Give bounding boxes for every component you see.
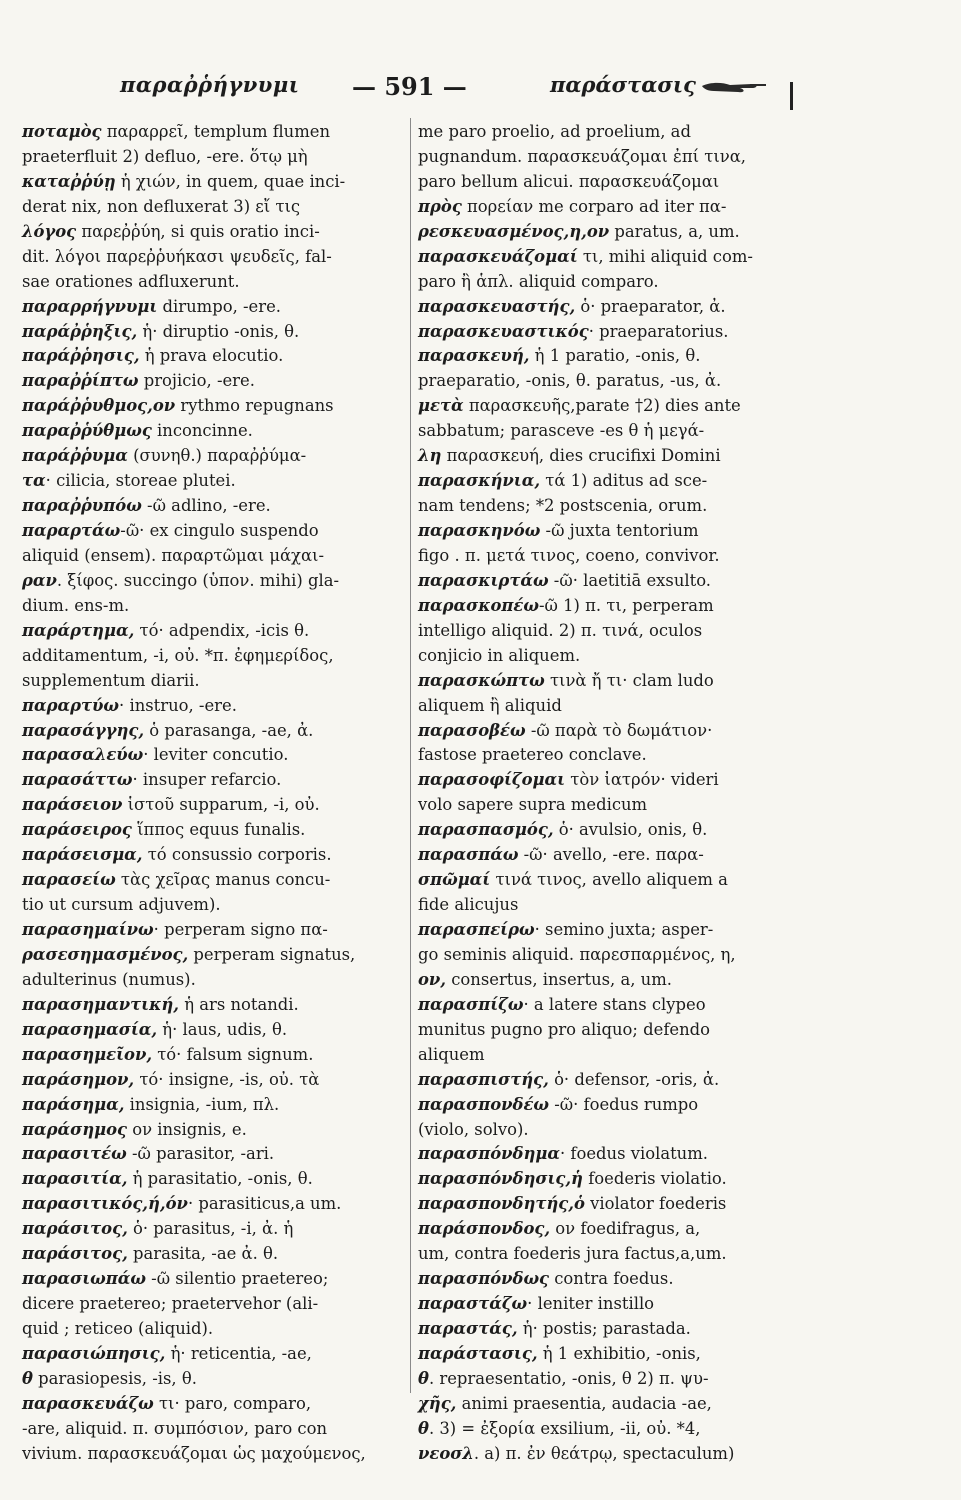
dictionary-line: παραστάς, ἡ· postis; parastada. bbox=[418, 1319, 691, 1338]
dictionary-line: παρασιωπάω -ῶ silentio praetereo; bbox=[22, 1269, 329, 1289]
dictionary-line: νεοσλ. a) π. ἐν θεάτρῳ, spectaculum) bbox=[418, 1443, 735, 1463]
dictionary-line: ραν. ξίφος. succingo (ὑπον. mihi) gla- bbox=[22, 570, 340, 590]
dictionary-line: aliquid (ensem). παραρτῶμαι μάχαι- bbox=[22, 545, 325, 565]
dictionary-line: παρασκώπτω τινὰ ἤ τι· clam ludo bbox=[418, 670, 714, 690]
column-divider bbox=[410, 118, 411, 1393]
dictionary-line: παραρτάω-ῶ· ex cingulo suspendo bbox=[22, 521, 319, 540]
dictionary-line: παρασκευή, ἡ 1 paratio, -onis, θ. bbox=[418, 346, 701, 366]
dictionary-line: θ. 3) = ἐξορία exsilium, -ii, οὐ. *4, bbox=[418, 1418, 701, 1438]
dictionary-line: θ parasiopesis, -is, θ. bbox=[22, 1368, 197, 1388]
dictionary-line: παρασπονδέω -ῶ· foedus rumpo bbox=[418, 1094, 699, 1114]
dictionary-line: παρασπόνδως contra foedus. bbox=[418, 1269, 674, 1289]
dictionary-line: praeterfluit 2) defluo, -ere. ὅτῳ μὴ bbox=[22, 146, 308, 166]
dictionary-line: παρασκοπέω-ῶ 1) π. τι, perperam bbox=[418, 595, 714, 615]
dictionary-line: munitus pugno pro aliquo; defendo bbox=[418, 1019, 711, 1039]
dictionary-line: παρασπόνδησις,ἡ foederis violatio. bbox=[418, 1169, 727, 1189]
dictionary-line: παράσειρος ἵππος equus funalis. bbox=[22, 820, 306, 840]
dictionary-line: παρασκήνια, τά 1) aditus ad sce- bbox=[418, 471, 708, 491]
dictionary-line: παράσιτος, ὁ· parasitus, -i, ἀ. ἡ bbox=[22, 1219, 294, 1239]
dictionary-line: (violo, solvo). bbox=[418, 1119, 529, 1139]
dictionary-line: λη παρασκευή, dies crucifixi Domini bbox=[418, 446, 721, 466]
dictionary-line: καταῤῥύῃ ἡ χιών, in quem, quae inci- bbox=[22, 171, 346, 191]
dictionary-line: θ. repraesentatio, -onis, θ 2) π. ψυ- bbox=[418, 1368, 709, 1388]
running-headword-left: παραῤῥήγνυμι bbox=[120, 72, 300, 97]
dictionary-line: sae orationes adfluxerunt. bbox=[22, 271, 240, 291]
dictionary-line: dit. λόγοι παρεῤῥυήκασι ψευδεῖς, fal- bbox=[22, 246, 332, 266]
dictionary-line: παρασπασμός, ὁ· avulsio, onis, θ. bbox=[418, 820, 708, 840]
dictionary-line: sabbatum; parasceve -es θ ἡ μεγά- bbox=[418, 421, 705, 441]
page-header bbox=[0, 72, 961, 112]
dictionary-line: fastose praetereo conclave. bbox=[418, 745, 647, 765]
dictionary-line: derat nix, non defluxerat 3) εἴ τις bbox=[22, 196, 301, 216]
dictionary-line: παρασιτέω -ῶ parasitor, -ari. bbox=[22, 1144, 275, 1164]
dictionary-line: me paro proelio, ad proelium, ad bbox=[418, 122, 691, 141]
dictionary-line: ρεσκευασμένος,η,ον paratus, a, um. bbox=[418, 221, 740, 241]
dictionary-line: go seminis aliquid. παρεσπαρμένος, η, bbox=[418, 944, 736, 964]
dictionary-line: παράῤῥυμα (συνηθ.) παραῤῥύμα- bbox=[22, 446, 307, 466]
dictionary-line: παράστασις, ἡ 1 exhibitio, -onis, bbox=[418, 1343, 701, 1363]
dictionary-line: παρασπίζω· a latere stans clypeo bbox=[418, 994, 706, 1014]
dictionary-line: παραῤῥίπτω projicio, -ere. bbox=[22, 371, 255, 391]
dictionary-line: παρασημεῖον, τό· falsum signum. bbox=[22, 1044, 314, 1064]
dictionary-line: παρασημαντική, ἡ ars notandi. bbox=[22, 994, 299, 1014]
dictionary-line: um, contra foederis jura factus,a,um. bbox=[418, 1244, 727, 1264]
dictionary-line: παρασπονδητής,ὁ violator foederis bbox=[418, 1194, 727, 1214]
dictionary-line: παρασκευάζομαί τι, mihi aliquid com- bbox=[418, 246, 753, 266]
dictionary-line: μετὰ παρασκευῆς,parate †2) dies ante bbox=[418, 396, 741, 416]
dictionary-line: aliquem ἢ aliquid bbox=[418, 695, 562, 715]
right-column bbox=[418, 120, 792, 1463]
dictionary-line: tio ut cursum adjuvem). bbox=[22, 895, 221, 915]
dictionary-line: παρασοβέω -ῶ παρὰ τὸ δωμάτιον· bbox=[418, 720, 713, 740]
margin-mark bbox=[790, 82, 793, 110]
dictionary-line: παρασημασία, ἡ· laus, udis, θ. bbox=[22, 1019, 288, 1039]
dictionary-line: παρασκιρτάω -ῶ· laetitiā exsulto. bbox=[418, 570, 711, 590]
dictionary-line: intelligo aliquid. 2) π. τινά, oculos bbox=[418, 620, 703, 640]
dictionary-line: additamentum, -i, οὐ. *π. ἐφημερίδος, bbox=[22, 645, 334, 665]
dictionary-line: vivium. παρασκευάζομαι ὡς μαχούμενος, bbox=[22, 1443, 366, 1463]
page-number: — 591 — bbox=[352, 72, 467, 101]
dictionary-line: paro ἢ ἁπλ. aliquid comparo. bbox=[418, 271, 659, 291]
dictionary-line: λόγος παρεῤῥύη, si quis oratio inci- bbox=[22, 221, 320, 241]
dictionary-line: figo . π. μετά τινος, coeno, convivor. bbox=[418, 545, 720, 565]
dictionary-line: παρασιτικός,ή,όν· parasiticus,a um. bbox=[22, 1194, 342, 1214]
dictionary-line: praeparatio, -onis, θ. paratus, -us, ἀ. bbox=[418, 371, 722, 391]
dictionary-line: παραῤῥυπόω -ῶ adlino, -ere. bbox=[22, 496, 271, 516]
dictionary-line: παρασιώπησις, ἡ· reticentia, -ae, bbox=[22, 1343, 312, 1363]
dictionary-line: pugnandum. παρασκευάζομαι ἐπί τινα, bbox=[418, 146, 746, 166]
dictionary-line: adulterinus (numus). bbox=[22, 969, 196, 989]
dictionary-line: -are, aliquid. π. συμπόσιον, paro con bbox=[22, 1418, 328, 1438]
dictionary-line: παρασκηνόω -ῶ juxta tentorium bbox=[418, 521, 699, 540]
dictionary-line: supplementum diarii. bbox=[22, 670, 200, 690]
dictionary-line: παραστάζω· leniter instillo bbox=[418, 1294, 655, 1314]
dictionary-line: παράσημον, τό· insigne, -is, οὐ. τὰ bbox=[22, 1069, 320, 1089]
dictionary-line: paro bellum alicui. παρασκευάζομαι bbox=[418, 171, 720, 191]
dictionary-line: παρασαλεύω· leviter concutio. bbox=[22, 745, 289, 765]
dictionary-line: nam tendens; *2 postscenia, orum. bbox=[418, 496, 708, 516]
dictionary-line: παρασημαίνω· perperam signo πα- bbox=[22, 920, 328, 939]
dictionary-line: ποταμὸς παραρρεῖ, templum flumen bbox=[22, 122, 331, 141]
dictionary-line: παρασκευαστής, ὁ· praeparator, ἀ. bbox=[418, 296, 726, 316]
dictionary-line: παράῤῥυθμος,ον rythmo repugnans bbox=[22, 396, 334, 416]
dictionary-line: παραρρήγνυμι dirumpo, -ere. bbox=[22, 296, 281, 316]
dictionary-line: παραρτύω· instruo, -ere. bbox=[22, 695, 237, 715]
dictionary-line: παρασπόνδημα· foedus violatum. bbox=[418, 1144, 708, 1164]
dictionary-line: τα· cilicia, storeae plutei. bbox=[22, 471, 236, 491]
dictionary-line: παράσημα, insignia, -ium, πλ. bbox=[22, 1094, 280, 1114]
dictionary-line: παρασάττω· insuper refarcio. bbox=[22, 770, 282, 790]
dictionary-line: σπῶμαί τινά τινος, avello aliquem a bbox=[418, 870, 728, 890]
dictionary-line: παράῤῥησις, ἡ prava elocutio. bbox=[22, 346, 284, 366]
dictionary-line: ρασεσημασμένος, perperam signatus, bbox=[22, 944, 356, 964]
pointing-hand-icon bbox=[700, 78, 770, 94]
dictionary-line: παρασπάω -ῶ· avello, -ere. παρα- bbox=[418, 845, 704, 865]
dictionary-line: conjicio in aliquem. bbox=[418, 645, 581, 665]
running-headword-right: παράστασις bbox=[550, 72, 696, 97]
dictionary-line: παραῤῥύθμως inconcinne. bbox=[22, 421, 253, 441]
dictionary-line: παράσεισμα, τό consussio corporis. bbox=[22, 845, 332, 865]
dictionary-line: παρασοφίζομαι τὸν ἰατρόν· videri bbox=[418, 770, 719, 790]
dictionary-line: παρασείω τὰς χεῖρας manus concu- bbox=[22, 870, 331, 890]
dictionary-line: χῆς, animi praesentia, audacia -ae, bbox=[418, 1393, 712, 1413]
dictionary-line: dium. ens-m. bbox=[22, 595, 130, 615]
dictionary-line: aliquem bbox=[418, 1044, 485, 1064]
dictionary-line: volo sapere supra medicum bbox=[418, 795, 648, 815]
dictionary-line: παρασπιστής, ὁ· defensor, -oris, ἀ. bbox=[418, 1069, 720, 1089]
dictionary-line: παρασκευαστικός· praeparatorius. bbox=[418, 321, 729, 341]
dictionary-line: ον, consertus, insertus, a, um. bbox=[418, 969, 672, 989]
left-column bbox=[22, 120, 402, 1463]
dictionary-line: παρασιτία, ἡ parasitatio, -onis, θ. bbox=[22, 1169, 313, 1189]
dictionary-line: παράσιτος, parasita, -ae ἀ. θ. bbox=[22, 1244, 279, 1264]
dictionary-line: παράσημος ον insignis, e. bbox=[22, 1119, 247, 1139]
dictionary-line: παράσπονδος, ον foedifragus, a, bbox=[418, 1219, 701, 1239]
dictionary-line: dicere praetereo; praetervehor (ali- bbox=[22, 1294, 319, 1314]
dictionary-line: παράσειον ἱστοῦ supparum, -i, οὐ. bbox=[22, 795, 320, 815]
dictionary-line: παράρτημα, τό· adpendix, -icis θ. bbox=[22, 620, 310, 640]
dictionary-line: πρὸς πορείαν me corparo ad iter πα- bbox=[418, 196, 727, 216]
dictionary-line: παράῤῥηξις, ἡ· diruptio -onis, θ. bbox=[22, 321, 300, 341]
dictionary-line: παρασκευάζω τι· paro, comparo, bbox=[22, 1393, 312, 1413]
dictionary-line: παρασάγγης, ὁ parasanga, -ae, ἀ. bbox=[22, 720, 314, 740]
dictionary-line: quid ; reticeo (aliquid). bbox=[22, 1319, 214, 1338]
dictionary-line: fide alicujus bbox=[418, 895, 519, 915]
dictionary-line: παρασπείρω· semino juxta; asper- bbox=[418, 920, 714, 939]
